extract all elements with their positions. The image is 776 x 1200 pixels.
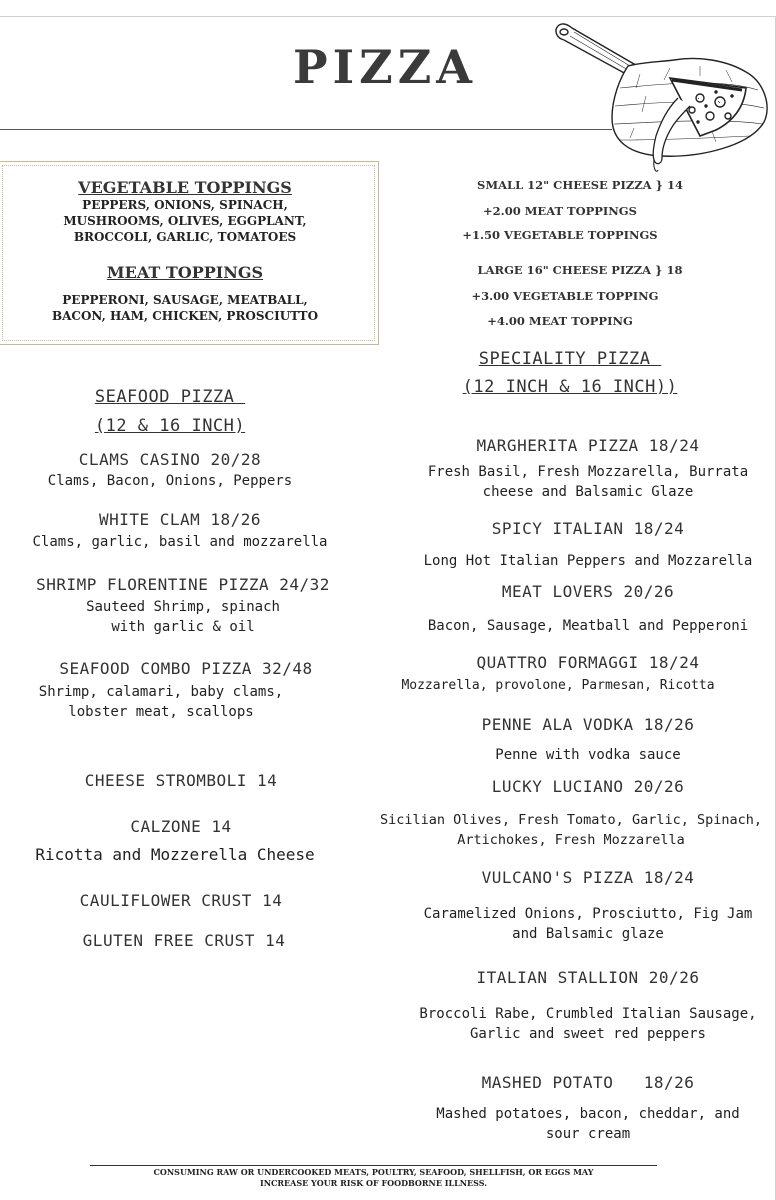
- large-meat-topping-price: +4.00 MEAT TOPPING: [487, 314, 633, 328]
- seafood-item-description: Sauteed Shrimp, spinach with garlic & oil: [86, 599, 280, 635]
- small-pizza-price: SMALL 12" CHEESE PIZZA } 14: [477, 178, 683, 192]
- speciality-item-title: PENNE ALA VODKA 18/26: [481, 715, 695, 734]
- speciality-item-description: Bacon, Sausage, Meatball and Pepperoni: [427, 618, 749, 634]
- gluten-free-crust-title: GLUTEN FREE CRUST 14: [82, 931, 286, 950]
- vegetable-toppings-line-2: MUSHROOMS, OLIVES, EGGPLANT,: [63, 214, 307, 228]
- speciality-pizza-size-heading: (12 INCH & 16 INCH)): [462, 377, 678, 397]
- speciality-item-description: Broccoli Rabe, Crumbled Italian Sausage, Garlic and sweet red peppers: [419, 1006, 757, 1042]
- speciality-item-title: MARGHERITA PIZZA 18/24: [476, 436, 700, 455]
- speciality-item-title: LUCKY LUCIANO 20/26: [491, 777, 685, 796]
- speciality-item-title: ITALIAN STALLION 20/26: [476, 968, 700, 987]
- meat-toppings-line-2: BACON, HAM, CHICKEN, PROSCIUTTO: [51, 309, 319, 323]
- page-title: PIZZA: [293, 40, 477, 94]
- seafood-item-title: SHRIMP FLORENTINE PIZZA 24/32: [36, 575, 330, 594]
- meat-toppings-line-1: PEPPERONI, SAUSAGE, MEATBALL,: [62, 293, 308, 307]
- seafood-pizza-size-heading: (12 & 16 INCH): [94, 416, 246, 436]
- large-pizza-price: LARGE 16" CHEESE PIZZA } 18: [477, 263, 683, 277]
- seafood-pizza-heading: SEAFOOD PIZZA: [94, 387, 246, 407]
- calzone-description: Ricotta and Mozzerella Cheese: [35, 845, 315, 864]
- pizza-peel-illustration: [550, 18, 770, 178]
- cauliflower-crust-title: CAULIFLOWER CRUST 14: [79, 891, 283, 910]
- vegetable-toppings-line-1: PEPPERS, ONIONS, SPINACH,: [82, 198, 288, 212]
- vegetable-toppings-line-3: BROCCOLI, GARLIC, TOMATOES: [73, 230, 297, 244]
- speciality-item-description: Mozzarella, provolone, Parmesan, Ricotta: [401, 678, 715, 693]
- warning-line-1: CONSUMING RAW OR UNDERCOOKED MEATS, POULTRY, SEAFOOD, SHELLFISH, OR EGGS MAY: [153, 1167, 594, 1177]
- cheese-stromboli-title: CHEESE STROMBOLI 14: [84, 771, 278, 790]
- speciality-item-title: QUATTRO FORMAGGI 18/24: [476, 653, 700, 672]
- speciality-item-description: Mashed potatoes, bacon, cheddar, and sour cream: [436, 1106, 740, 1142]
- speciality-item-title: VULCANO'S PIZZA 18/24: [481, 868, 695, 887]
- warning-line-2: INCREASE YOUR RISK OF FOODBORNE ILLNESS.: [259, 1178, 488, 1188]
- foodborne-illness-warning: [90, 1167, 657, 1189]
- speciality-item-title: MEAT LOVERS 20/26: [501, 582, 675, 601]
- speciality-item-description: Caramelized Onions, Prosciutto, Fig Jam and Balsamic glaze: [423, 906, 753, 942]
- seafood-item-description: Shrimp, calamari, baby clams, lobster meat, scallops: [38, 684, 284, 720]
- small-vegetable-topping-price: +1.50 VEGETABLE TOPPINGS: [462, 228, 658, 242]
- title-divider: [0, 129, 612, 130]
- calzone-title: CALZONE 14: [130, 817, 232, 836]
- speciality-item-description: Fresh Basil, Fresh Mozzarella, Burrata cheese and Balsamic Glaze: [427, 464, 749, 500]
- speciality-item-description: Long Hot Italian Peppers and Mozzarella: [423, 553, 753, 569]
- small-meat-topping-price: +2.00 MEAT TOPPINGS: [483, 204, 637, 218]
- seafood-item-title: CLAMS CASINO 20/28: [78, 450, 262, 469]
- vegetable-toppings-heading: VEGETABLE TOPPINGS: [78, 178, 292, 197]
- seafood-item-description: Clams, garlic, basil and mozzarella: [32, 534, 328, 550]
- speciality-item-title: MASHED POTATO 18/26: [481, 1073, 695, 1092]
- seafood-item-title: SEAFOOD COMBO PIZZA 32/48: [59, 659, 313, 678]
- speciality-pizza-heading: SPECIALITY PIZZA: [478, 349, 662, 369]
- footer-divider: [90, 1165, 657, 1166]
- speciality-item-description: Penne with vodka sauce: [495, 747, 681, 763]
- speciality-item-title: SPICY ITALIAN 18/24: [491, 519, 685, 538]
- seafood-item-title: WHITE CLAM 18/26: [98, 510, 262, 529]
- seafood-item-description: Clams, Bacon, Onions, Peppers: [47, 473, 293, 489]
- speciality-item-description: Sicilian Olives, Fresh Tomato, Garlic, Spinach, Artichokes, Fresh Mozzarella: [379, 812, 762, 848]
- large-vegetable-topping-price: +3.00 VEGETABLE TOPPING: [471, 289, 659, 303]
- meat-toppings-heading: MEAT TOPPINGS: [106, 263, 264, 282]
